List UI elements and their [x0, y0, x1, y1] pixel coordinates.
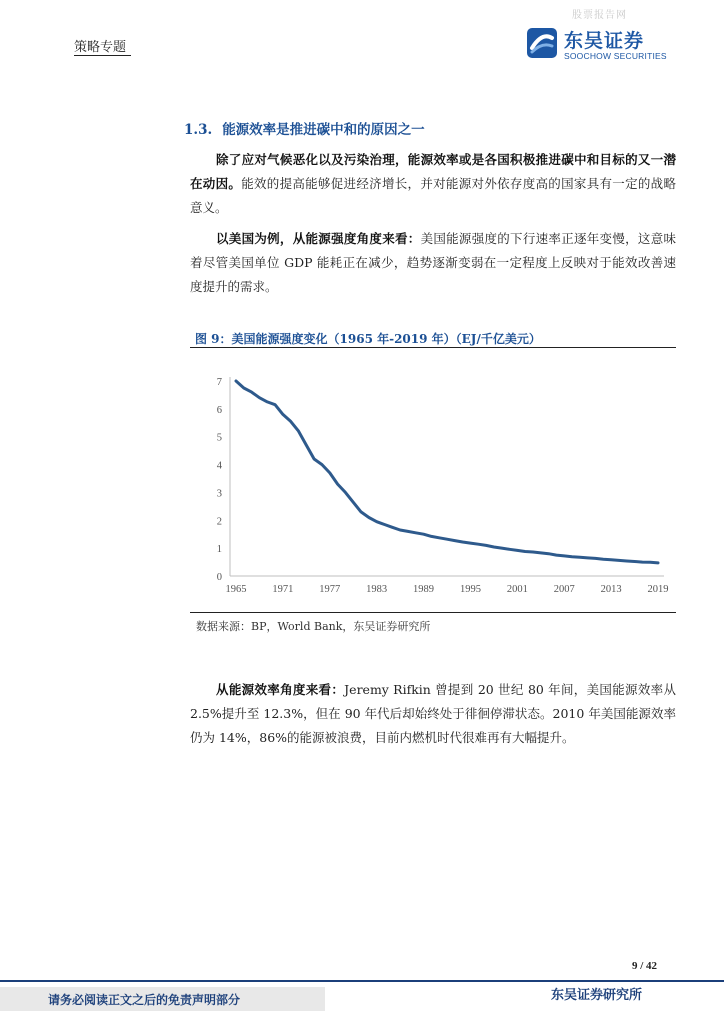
page-number: 9 / 42	[632, 960, 658, 972]
x-tick-label: 1983	[366, 584, 388, 595]
paragraph-us-energy-intensity	[190, 227, 676, 299]
energy-intensity-chart	[196, 360, 674, 600]
x-tick-label: 2001	[506, 584, 528, 595]
footer-divider	[0, 980, 724, 982]
paragraph-energy-efficiency-motivation	[190, 148, 676, 220]
figure-source: 数据来源：BP，World Bank，东吴证券研究所	[196, 620, 431, 633]
series-line	[236, 381, 658, 563]
section-heading	[184, 118, 425, 138]
paragraph-body: 能效的提高能够促进经济增长，并对能源对外依存度高的国家具有一定的战略意义。	[190, 176, 676, 215]
paragraph-energy-efficiency-perspective	[190, 678, 676, 750]
x-tick-label: 2019	[647, 584, 669, 595]
x-tick-label: 1965	[225, 584, 247, 595]
x-tick-label: 1971	[272, 584, 294, 595]
chart-canvas	[196, 360, 674, 600]
y-tick-label: 2	[216, 516, 222, 528]
paragraph-body: Jeremy Rifkin 曾提到 20 世纪 80 年间，美国能源效率从 2.5%提升至 12.3%，但在 90 年代后却始终处于徘徊停滞状态。2010 年美国能源效率仍为 14%，86%的能源被浪费，目前内燃机时代很难再有大幅提升。	[190, 682, 676, 745]
paragraph-lead: 以美国为例，从能源强度角度来看：	[216, 231, 421, 246]
y-tick-label: 7	[216, 377, 222, 388]
logo-mark-icon	[527, 28, 557, 58]
footer-disclaimer: 请务必阅读正文之后的免责声明部分	[48, 993, 241, 1007]
y-tick-label: 5	[216, 432, 222, 444]
x-tick-label: 1989	[413, 584, 435, 595]
x-tick-label: 2007	[553, 584, 575, 595]
y-tick-label: 4	[216, 460, 222, 472]
document-type-underline	[74, 55, 131, 56]
watermark: 股票报告网	[572, 10, 627, 21]
document-type-label: 策略专题	[74, 40, 127, 55]
paragraph-body: 美国能源强度的下行速率正逐年变慢，这意味着尽管美国单位 GDP 能耗正在减少，趋势逐渐变弱在一定程度上反映对于能效改善速度提升的需求。	[190, 231, 676, 294]
logo-chinese-name: 东吴证券	[564, 30, 645, 52]
figure-title: 图 9：美国能源强度变化（1965 年-2019 年）（EJ/千亿美元）	[195, 332, 541, 346]
x-tick-label: 1977	[319, 584, 341, 595]
section-title: 能源效率是推进碳中和的原因之一	[222, 122, 425, 138]
company-logo	[527, 26, 677, 66]
figure-bottom-rule	[190, 612, 676, 613]
y-tick-label: 1	[216, 544, 222, 556]
x-tick-label: 1995	[459, 584, 481, 595]
paragraph-lead: 从能源效率角度来看：	[216, 682, 345, 697]
x-tick-label: 2013	[600, 584, 622, 595]
y-tick-label: 0	[216, 572, 222, 583]
y-tick-label: 6	[216, 404, 222, 416]
footer-institute: 东吴证券研究所	[551, 988, 643, 1003]
section-number: 1.3.	[184, 122, 213, 138]
paragraph-lead: 除了应对气候恶化以及污染治理，能源效率或是各国积极推进碳中和目标的又一潜在动因。	[190, 152, 676, 191]
figure-top-rule	[190, 347, 676, 348]
logo-english-name: SOOCHOW SECURITIES	[564, 51, 667, 61]
y-tick-label: 3	[216, 488, 222, 500]
